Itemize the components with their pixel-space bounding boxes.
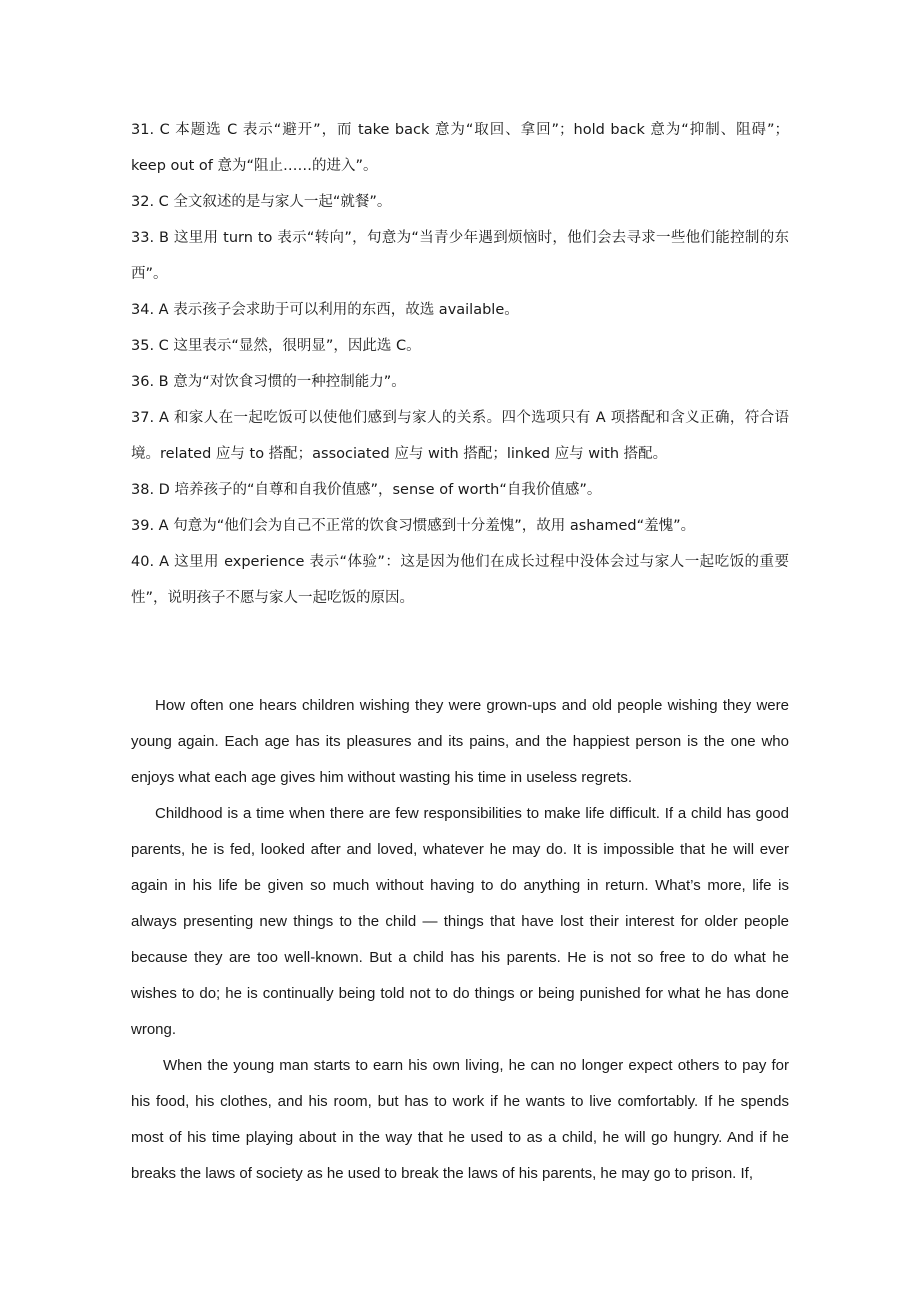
answer-item-32: 32. C 全文叙述的是与家人一起“就餐”。	[131, 194, 392, 210]
answer-item-33: 33. B 这里用 turn to 表示“转向”，句意为“当青少年遇到烦恼时，他们会去寻求一些他们能控制的东西”。	[131, 230, 789, 282]
passage-paragraph: Childhood is a time when there are few responsibilities to make life difficult. If a child has good parents, he is fed, looked after and loved, whatever he may do. It is impossible that he will ever again in his life be given so much without having to do anything in return. What’s more, life is always presenting new things to the child — things that have lost their interest for older people because they are too well-known. But a child has his parents. He is not so free to do what he wishes to do; he is continually being told not to do things or being punished for what he has done wrong.	[131, 805, 789, 1038]
reading-passage	[131, 688, 789, 1192]
answer-item-39: 39. A 句意为“他们会为自己不正常的饮食习惯感到十分羞愧”，故用 ashamed“羞愧”。	[131, 518, 696, 534]
answer-item-35: 35. C 这里表示“显然，很明显”，因此选 C。	[131, 338, 421, 354]
answer-item-40: 40. A 这里用 experience 表示“体验”：这是因为他们在成长过程中没体会过与家人一起吃饭的重要性”，说明孩子不愿与家人一起吃饭的原因。	[131, 554, 789, 606]
answer-item-36: 36. B 意为“对饮食习惯的一种控制能力”。	[131, 374, 406, 390]
answer-item-34: 34. A 表示孩子会求助于可以利用的东西，故选 available。	[131, 302, 519, 318]
passage-paragraph: When the young man starts to earn his own living, he can no longer expect others to pay for his food, his clothes, and his room, but has to work if he wants to live comfortably. If he spends most of his time playing about in the way that he used to as a child, he will go hungry. And if he breaks the laws of society as he used to break the laws of his parents, he may go to prison. If,	[131, 1057, 789, 1182]
document-page	[131, 112, 789, 1192]
passage-paragraph: How often one hears children wishing they were grown-ups and old people wishing they were young again. Each age has its pleasures and its pains, and the happiest person is the one who enjoys what each age gives him without wasting his time in useless regrets.	[131, 697, 789, 786]
answer-item-37: 37. A 和家人在一起吃饭可以使他们感到与家人的关系。四个选项只有 A 项搭配和含义正确，符合语境。related 应与 to 搭配；associated 应与 with 搭配；linked 应与 with 搭配。	[131, 410, 789, 462]
answer-item-38: 38. D 培养孩子的“自尊和自我价值感”，sense of worth“自我价值感”。	[131, 482, 602, 498]
answer-key-section	[131, 112, 789, 616]
answer-item-31: 31. C 本题选 C 表示“避开”，而 take back 意为“取回、拿回”；hold back 意为“抑制、阻碍”；keep out of 意为“阻止……的进入”。	[131, 122, 789, 174]
